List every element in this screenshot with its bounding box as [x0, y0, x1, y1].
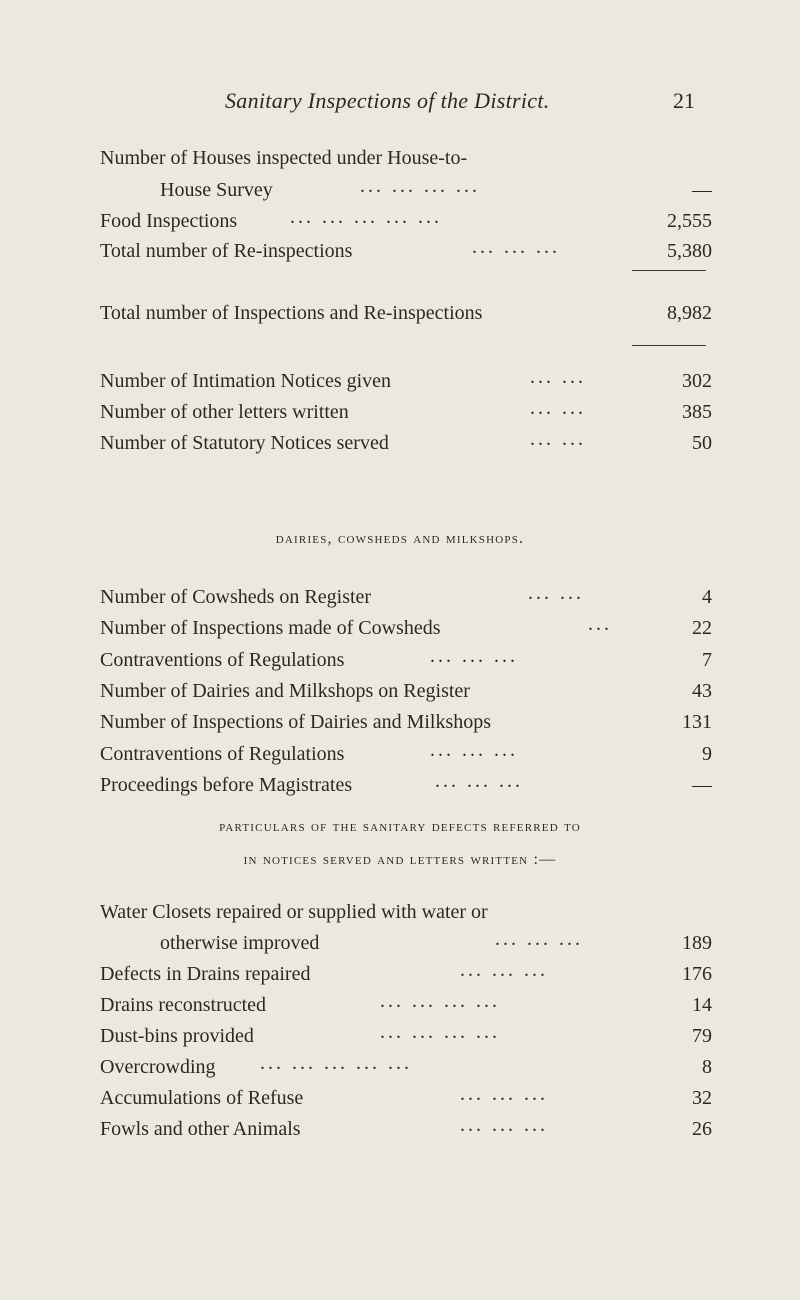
- dairies-item-label: Number of Cowsheds on Register: [100, 586, 372, 608]
- dairies-item-value: 22: [692, 617, 712, 640]
- dairies-item-value: 4: [702, 586, 712, 608]
- defects-item-label: Dust-bins provided: [100, 1025, 254, 1047]
- leader-dots: ... ... ...: [430, 644, 518, 667]
- leader-dots: ... ...: [530, 428, 586, 450]
- leader-dots: ... ... ...: [460, 1114, 548, 1136]
- water-closets-label-cont: otherwise improved: [160, 932, 320, 954]
- leader-dots: ... ...: [530, 397, 586, 419]
- dairies-item-value: 131: [682, 711, 712, 734]
- defects-item-value: 79: [692, 1025, 712, 1047]
- leader-dots: ... ... ...: [460, 959, 548, 981]
- defects-item-value: 8: [702, 1056, 712, 1078]
- houses-inspected-value: —: [692, 179, 712, 201]
- leader-dots: ... ...: [530, 366, 586, 388]
- water-closets-value: 189: [682, 932, 712, 954]
- dairies-item-row: [100, 676, 712, 706]
- water-closets-row: [100, 928, 712, 958]
- intimation-notices-label: Number of Intimation Notices given: [100, 370, 392, 392]
- water-closets-row-line1: [100, 897, 712, 927]
- defects-item-value: 14: [692, 994, 712, 1016]
- houses-inspected-row-line1: [100, 143, 712, 173]
- dairies-item-label: Contraventions of Regulations: [100, 648, 345, 671]
- defects-heading-line2: in notices served and letters written :—: [243, 851, 557, 868]
- statutory-notices-label: Number of Statutory Notices served: [100, 432, 389, 454]
- leader-dots: ... ... ... ...: [360, 175, 480, 197]
- dairies-item-label: Proceedings before Magistrates: [100, 773, 353, 796]
- page-title: Sanitary Inspections of the District.: [225, 88, 550, 113]
- dairies-item-row: [100, 770, 712, 800]
- houses-inspected-label: Number of Houses inspected under House-to-: [100, 147, 468, 169]
- dairies-item-row: [100, 739, 712, 769]
- defects-item-row: [100, 1052, 712, 1082]
- running-header: [0, 88, 800, 118]
- reinspections-label: Total number of Re-inspections: [100, 240, 353, 262]
- leader-dots: ... ... ... ... ...: [290, 206, 442, 228]
- leader-dots: ... ...: [528, 582, 584, 604]
- food-inspections-value: 2,555: [667, 210, 712, 232]
- leader-dots: ... ... ... ... ...: [260, 1052, 412, 1074]
- dairies-item-row: [100, 613, 712, 643]
- dairies-item-label: Number of Dairies and Milkshops on Register: [100, 679, 470, 702]
- defects-item-value: 26: [692, 1118, 712, 1140]
- defects-item-label: Overcrowding: [100, 1056, 216, 1078]
- dairies-item-value: 43: [692, 679, 712, 702]
- defects-item-row: [100, 990, 712, 1020]
- statutory-notices-value: 50: [692, 432, 712, 454]
- dairies-item-label: Number of Inspections of Dairies and Milkshops: [100, 711, 492, 734]
- defects-item-value: 176: [682, 963, 712, 985]
- dairies-item-row: [100, 707, 712, 737]
- defects-item-row: [100, 959, 712, 989]
- dairies-item-value: —: [692, 773, 712, 796]
- intimation-notices-value: 302: [682, 370, 712, 392]
- intimation-notices-row: [100, 366, 712, 396]
- food-inspections-label: Food Inspections: [100, 210, 238, 232]
- sum-rule-bottom: [632, 345, 706, 346]
- dairies-item-value: 7: [702, 648, 712, 671]
- water-closets-label: Water Closets repaired or supplied with water or: [100, 901, 488, 923]
- dairies-item-label: Number of Inspections made of Cowsheds: [100, 617, 441, 640]
- dairies-item-row: [100, 645, 712, 675]
- other-letters-value: 385: [682, 401, 712, 423]
- statutory-notices-row: [100, 428, 712, 458]
- total-inspections-value: 8,982: [667, 302, 712, 324]
- houses-inspected-row: [100, 175, 712, 205]
- dairies-heading: dairies, cowsheds and milkshops.: [275, 530, 525, 547]
- leader-dots: ... ... ...: [435, 769, 523, 792]
- defects-item-row: [100, 1021, 712, 1051]
- defects-item-row: [100, 1083, 712, 1113]
- food-inspections-row: [100, 206, 712, 236]
- leader-dots: ... ... ...: [495, 928, 583, 950]
- total-inspections-row: [100, 298, 712, 328]
- defects-item-label: Accumulations of Refuse: [100, 1087, 304, 1109]
- total-inspections-label: Total number of Inspections and Re-inspections: [100, 302, 483, 324]
- reinspections-value: 5,380: [667, 240, 712, 262]
- leader-dots: ... ... ... ...: [380, 1021, 500, 1043]
- sum-rule-top: [632, 270, 706, 271]
- leader-dots: ... ... ...: [430, 738, 518, 761]
- defects-item-value: 32: [692, 1087, 712, 1109]
- leader-dots: ... ... ... ...: [380, 990, 500, 1012]
- page-number: 21: [673, 88, 695, 113]
- dairies-item-value: 9: [702, 742, 712, 765]
- defects-item-label: Fowls and other Animals: [100, 1118, 301, 1140]
- dairies-item-row: [100, 582, 712, 612]
- other-letters-row: [100, 397, 712, 427]
- defects-item-label: Defects in Drains repaired: [100, 963, 311, 985]
- dairies-item-label: Contraventions of Regulations: [100, 742, 345, 765]
- leader-dots: ... ... ...: [460, 1083, 548, 1105]
- leader-dots: ...: [588, 613, 612, 636]
- houses-survey-label: House Survey: [160, 179, 273, 201]
- leader-dots: ... ... ...: [472, 236, 560, 258]
- other-letters-label: Number of other letters written: [100, 401, 349, 423]
- defects-item-label: Drains reconstructed: [100, 994, 267, 1016]
- reinspections-row: [100, 236, 712, 266]
- defects-item-row: [100, 1114, 712, 1144]
- defects-heading-line1: particulars of the sanitary defects referred to: [219, 818, 581, 835]
